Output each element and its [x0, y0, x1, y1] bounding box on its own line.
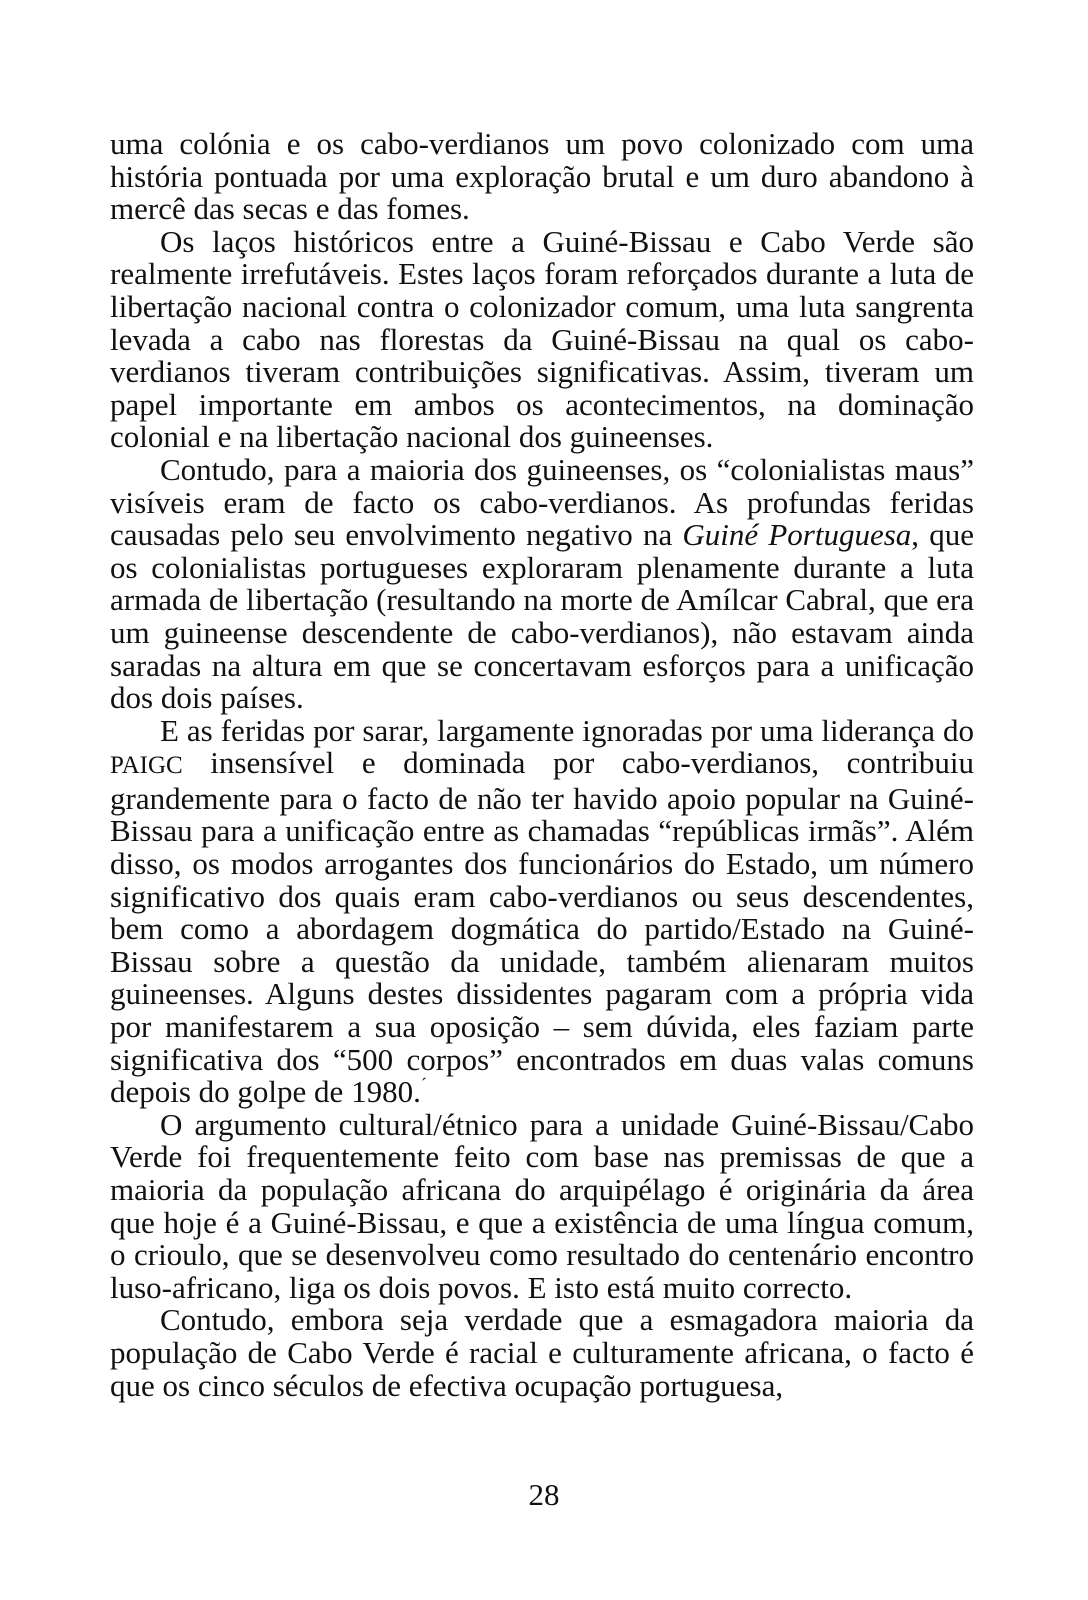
paragraph-5-text: O argumento cultural/étnico para a unidade Guiné-Bissau/Cabo Verde foi frequentemente feito com base nas premissas de que a maioria da população africana do arquipélago é originária da área que hoje é a Guiné-Bissau, e que a existência de uma língua comum, o crioulo, que se desenvolveu como resultado do centenário encontro luso-africano, liga os dois povos. E isto está muito correcto.: [110, 1106, 974, 1305]
paragraph-5: [110, 1106, 974, 1305]
paragraph-3-text-b: , que os colonialistas portugueses exploraram plenamente durante a luta armada de libertação (resultando na morte de Amílcar Cabral, que era um guineense descendente de cabo-verdianos), não estavam ainda saradas na altura em que se concertavam esforços para a unificação dos dois países.: [110, 517, 974, 716]
paragraph-3-text-a: Contudo, para a maioria dos guineenses, os “colonialistas maus” visíveis eram de facto os cabo-verdianos. As profundas feridas causadas pelo seu envolvimento negativo na: [110, 451, 974, 553]
paragraph-4-text-a: E as feridas por sarar, largamente ignoradas por uma liderança do: [160, 712, 974, 748]
paragraph-3-italic-term: Guiné Portuguesa: [682, 517, 912, 553]
page-number: 28: [528, 1477, 560, 1512]
paragraph-6-text: Contudo, embora seja verdade que a esmagadora maioria da população de Cabo Verde é racial e culturamente africana, o facto é que os cinco séculos de efectiva ocupação portuguesa,: [110, 1302, 974, 1403]
paragraph-4-text-b: insensível e dominada por cabo-verdianos, contribuiu grandemente para o facto de não ter havido apoio popular na Guiné-Bissau para a unificação entre as chamadas “repúblicas irmãs”. Além disso, os modos arrogantes dos funcionários do Estado, um número significativo dos quais eram cabo-verdianos ou seus descendentes, bem como a abordagem dogmática do partido/Estado na Guiné-Bissau sobre a questão da unidade, também alienaram muitos guineenses. Alguns destes dissidentes pagaram com a própria vida por manifestarem a sua oposição – sem dúvida, eles faziam parte significativa dos “500 corpos” encontrados em duas valas comuns depois do golpe de 1980.: [110, 745, 974, 1110]
paragraph-1: [110, 128, 974, 226]
paragraph-6: [110, 1304, 974, 1402]
paragraph-4: [110, 712, 974, 1110]
footnote-mark: ´: [420, 1074, 427, 1095]
paragraph-2: [110, 223, 974, 455]
paragraph-3: [110, 451, 974, 716]
paragraph-2-text: Os laços históricos entre a Guiné-Bissau e Cabo Verde são realmente irrefutáveis. Estes laços foram reforçados durante a luta de libertação nacional contra o colonizador comum, uma luta sangrenta levada a cabo nas florestas da Guiné-Bissau na qual os cabo-verdianos tiveram contribuições significativas. Assim, tiveram um papel importante em ambos os acontecimentos, na dominação colonial e na libertação nacional dos guineenses.: [110, 223, 974, 455]
paragraph-4-acronym: PAIGC: [110, 752, 183, 780]
body-text: [110, 128, 974, 1402]
paragraph-1-text: uma colónia e os cabo-verdianos um povo colonizado com uma história pontuada por uma exploração brutal e um duro abandono à mercê das secas e das fomes.: [110, 126, 974, 227]
